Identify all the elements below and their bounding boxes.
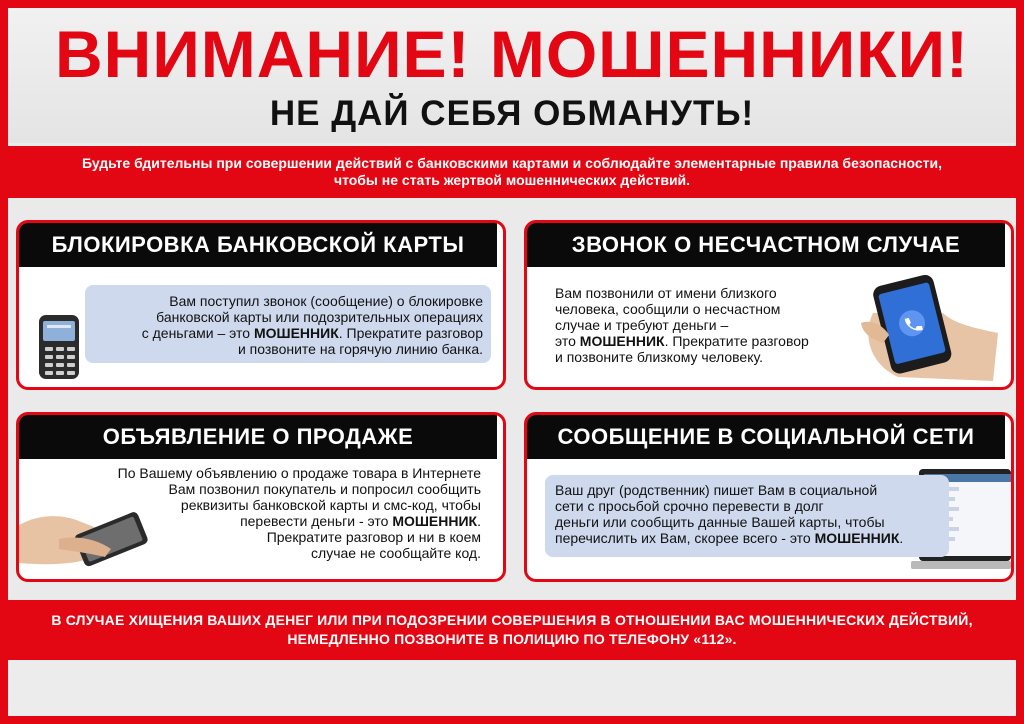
card-line: Прекратите разговор и ни в коем: [266, 529, 481, 545]
mobile-phone-icon: [37, 313, 83, 383]
card-sale-ad: [16, 412, 506, 582]
card-title: ЗВОНОК О НЕСЧАСТНОМ СЛУЧАЕ: [527, 223, 1005, 267]
card-line: [555, 333, 865, 349]
header: [8, 8, 1016, 143]
cards-area: [8, 200, 1016, 600]
card-title: СООБЩЕНИЕ В СОЦИАЛЬНОЙ СЕТИ: [527, 415, 1005, 459]
card-line: деньги или сообщить данные Вашей карты, чтобы: [555, 514, 885, 530]
page-title: ВНИМАНИЕ! МОШЕННИКИ!: [55, 17, 969, 91]
footer-line-2: НЕМЕДЛЕННО ПОЗВОНИТЕ В ПОЛИЦИЮ ПО ТЕЛЕФОНУ «112».: [287, 631, 737, 647]
card-text: [555, 285, 865, 365]
card-line: случае не сообщайте код.: [311, 545, 481, 561]
card-line-part: перевести деньги - это: [240, 513, 393, 529]
card-line: Ваш друг (родственник) пишет Вам в социальной: [555, 482, 878, 498]
fraudster-emphasis: МОШЕННИК: [253, 325, 339, 341]
card-text: [555, 482, 947, 546]
card-line-part: перечислить их Вам, скорее всего - это: [555, 530, 815, 546]
fraudster-emphasis: МОШЕННИК: [392, 513, 478, 529]
card-text: [95, 293, 483, 357]
card-line: По Вашему объявлению о продаже товара в Интернете: [117, 465, 481, 481]
hand-smartphone-icon: [853, 273, 1003, 383]
card-line-part: . Прекратите разговор: [664, 333, 809, 349]
card-line-part: это: [555, 333, 580, 349]
card-title: БЛОКИРОВКА БАНКОВСКОЙ КАРТЫ: [19, 223, 497, 267]
card-line: и позвоните на горячую линию банка.: [237, 341, 483, 357]
card-line-part: . Прекратите разговор: [338, 325, 483, 341]
card-line-part: .: [899, 530, 904, 546]
card-line-part: с деньгами – это: [141, 325, 254, 341]
bottom-strip: [8, 660, 1016, 716]
page-subtitle: НЕ ДАЙ СЕБЯ ОБМАНУТЬ!: [269, 94, 755, 133]
card-line: и позвоните близкому человеку.: [555, 349, 763, 365]
warning-line-1: Будьте бдительны при совершении действий с банковскими картами и соблюдайте элементарные правила безопасности,: [81, 155, 943, 171]
card-text: [79, 465, 481, 561]
card-line: Вам позвонил покупатель и попросил сообщить: [168, 481, 481, 497]
warning-line-2: чтобы не стать жертвой мошеннических действий.: [333, 172, 691, 188]
card-line: банковской карты или подозрительных операциях: [156, 309, 483, 325]
card-line: [95, 325, 483, 341]
card-social-message: [524, 412, 1014, 582]
card-line: Вам поступил звонок (сообщение) о блокировке: [169, 293, 483, 309]
fraudster-emphasis: МОШЕННИК: [579, 333, 665, 349]
poster: [8, 8, 1016, 716]
card-line-part: .: [477, 513, 481, 529]
card-line: [79, 513, 481, 529]
warning-banner: [8, 146, 1016, 198]
card-line: реквизиты банковской карты и смс-код, чтобы: [180, 497, 481, 513]
card-line: Вам позвонили от имени близкого: [555, 285, 777, 301]
footer-banner: [8, 600, 1016, 660]
card-card-blocking: [16, 220, 506, 390]
fraudster-emphasis: МОШЕННИК: [814, 530, 900, 546]
card-line: [555, 530, 947, 546]
card-line: человека, сообщили о несчастном: [555, 301, 781, 317]
card-line: сети с просьбой срочно перевести в долг: [555, 498, 824, 514]
card-line: случае и требуют деньги –: [555, 317, 729, 333]
card-title: ОБЪЯВЛЕНИЕ О ПРОДАЖЕ: [19, 415, 497, 459]
footer-line-1: В СЛУЧАЕ ХИЩЕНИЯ ВАШИХ ДЕНЕГ ИЛИ ПРИ ПОДОЗРЕНИИ СОВЕРШЕНИЯ В ОТНОШЕНИИ ВАС МОШЕННИЧЕСКИХ ДЕЙСТВИЙ,: [51, 612, 973, 628]
card-accident-call: [524, 220, 1014, 390]
